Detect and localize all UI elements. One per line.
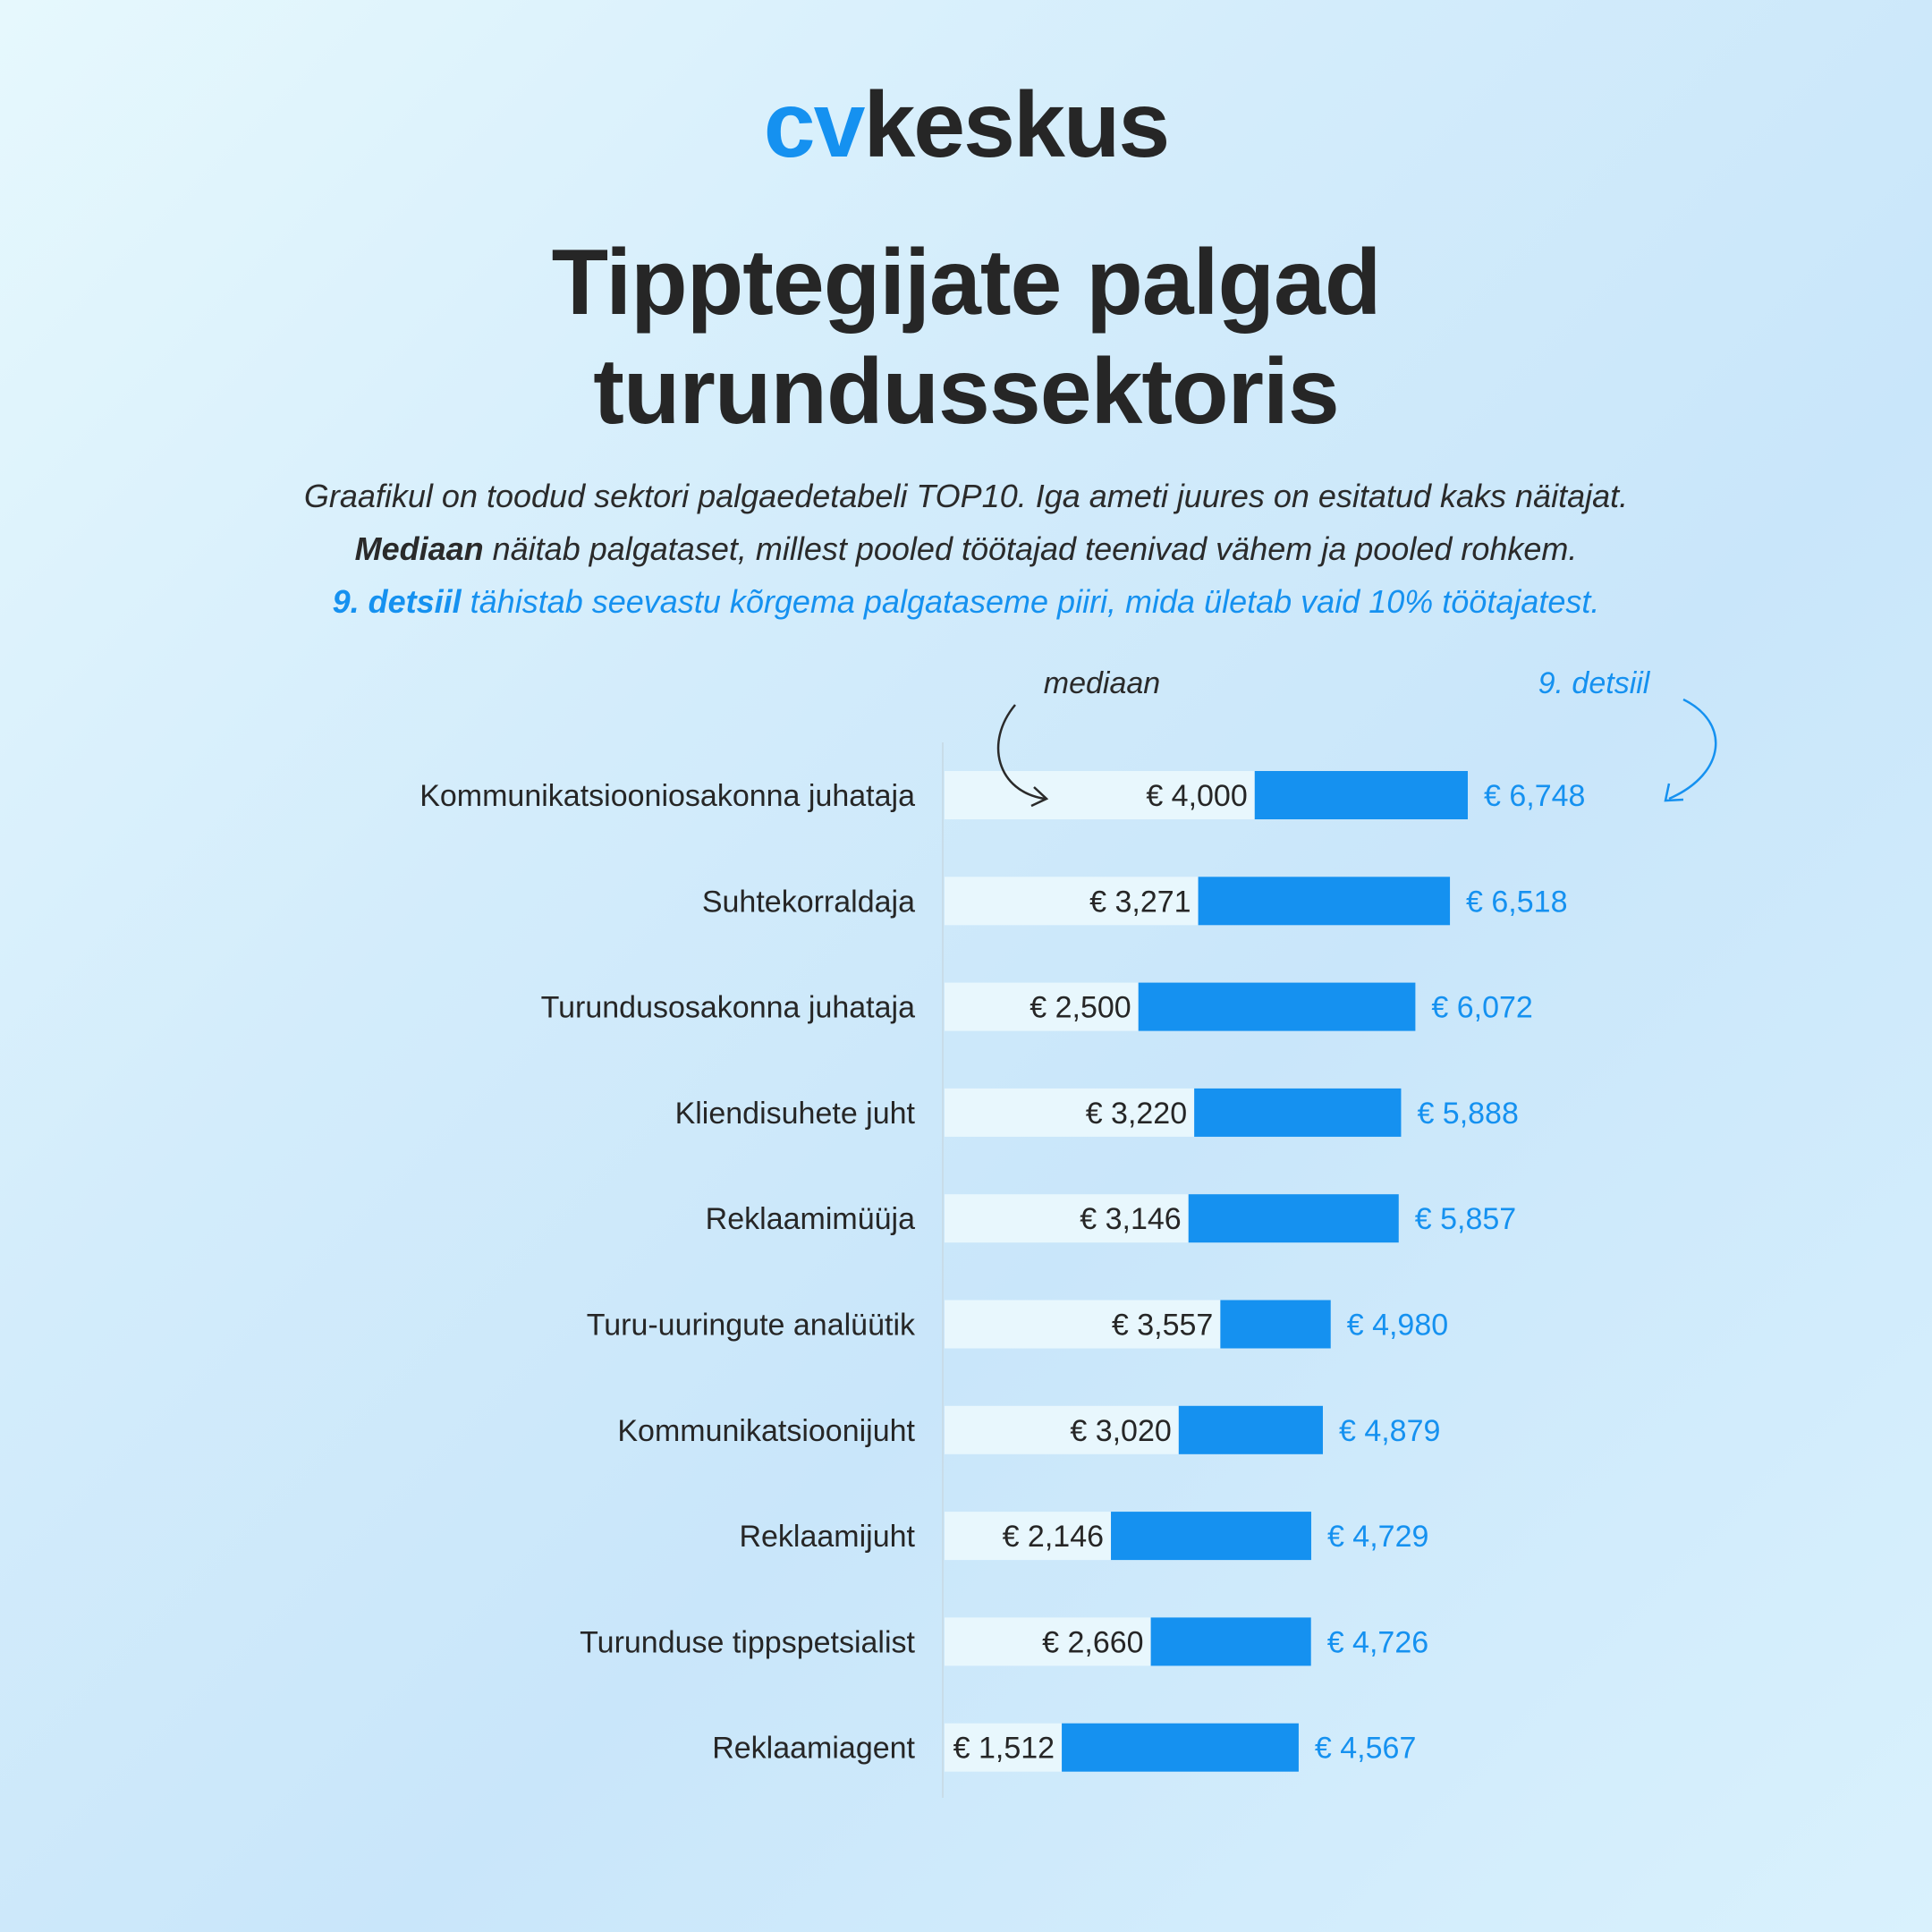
decile-value-label: € 4,726 xyxy=(1326,1625,1429,1660)
decile-bar xyxy=(1179,1406,1323,1454)
category-label: Turunduse tippspetsialist xyxy=(580,1625,915,1660)
category-label: Kommunikatsioonijuht xyxy=(617,1413,915,1448)
decile-value-label: € 5,888 xyxy=(1417,1096,1519,1131)
median-value-label: € 2,500 xyxy=(1030,990,1131,1025)
median-value-label: € 2,146 xyxy=(1002,1520,1105,1555)
chart-bars xyxy=(419,771,1585,1772)
category-label: Turu-uuringute analüütik xyxy=(586,1308,915,1343)
decile-arrow xyxy=(1669,699,1716,799)
decile-bar xyxy=(1199,877,1450,925)
decile-value-label: € 4,980 xyxy=(1346,1308,1449,1343)
decile-bar xyxy=(1194,1089,1401,1137)
decile-bar xyxy=(1139,983,1416,1031)
decile-value-label: € 6,518 xyxy=(1466,885,1568,919)
intro-median-term: Mediaan xyxy=(354,530,484,567)
decile-value-label: € 4,729 xyxy=(1326,1520,1429,1555)
decile-value-label: € 6,072 xyxy=(1431,990,1533,1025)
category-label: Turundusosakonna juhataja xyxy=(540,990,915,1025)
intro-decile-desc: tähistab seevastu kõrgema palgataseme piiri, mida ületab vaid 10% töötajatest. xyxy=(461,583,1600,620)
median-value-label: € 3,220 xyxy=(1085,1096,1188,1131)
logo-keskus: keskus xyxy=(863,73,1169,177)
logo-cv: cv xyxy=(763,73,864,177)
category-label: Kliendisuhete juht xyxy=(674,1096,915,1131)
intro-line-1: Graafikul on toodud sektori palgaedetabeli TOP10. Iga ameti juures on esitatud kaks näitajat. xyxy=(303,478,1629,514)
decile-value-label: € 5,857 xyxy=(1414,1202,1517,1237)
decile-value-label: € 4,879 xyxy=(1338,1413,1441,1448)
decile-bar xyxy=(1189,1194,1399,1242)
median-value-label: € 1,512 xyxy=(953,1731,1055,1766)
median-value-label: € 4,000 xyxy=(1146,779,1248,813)
decile-value-label: € 4,567 xyxy=(1314,1731,1417,1766)
decile-bar xyxy=(1111,1512,1311,1560)
median-annotation-label: mediaan xyxy=(1043,666,1161,700)
decile-bar xyxy=(1062,1724,1299,1772)
title-line-2: turundussektoris xyxy=(593,340,1339,444)
median-value-label: € 3,020 xyxy=(1070,1413,1172,1448)
decile-bar xyxy=(1255,771,1468,819)
intro-median-desc: näitab palgataset, millest pooled töötajad teenivad vähem ja pooled rohkem. xyxy=(483,530,1578,567)
title-line-1: Tipptegijate palgad xyxy=(551,231,1381,335)
category-label: Reklaamimüüja xyxy=(705,1202,915,1237)
median-value-label: € 2,660 xyxy=(1042,1625,1144,1660)
category-label: Reklaamijuht xyxy=(739,1520,915,1555)
median-value-label: € 3,146 xyxy=(1080,1202,1182,1237)
category-label: Kommunikatsiooniosakonna juhataja xyxy=(419,779,915,813)
intro-decile-term: 9. detsiil xyxy=(332,583,462,620)
category-label: Reklaamiagent xyxy=(712,1731,915,1766)
category-label: Suhtekorraldaja xyxy=(701,885,915,919)
decile-bar xyxy=(1220,1301,1330,1349)
decile-bar xyxy=(1151,1617,1311,1665)
median-value-label: € 3,557 xyxy=(1111,1308,1214,1343)
decile-annotation-label: 9. detsiil xyxy=(1538,666,1650,700)
median-value-label: € 3,271 xyxy=(1089,885,1191,919)
decile-value-label: € 6,748 xyxy=(1484,779,1586,813)
